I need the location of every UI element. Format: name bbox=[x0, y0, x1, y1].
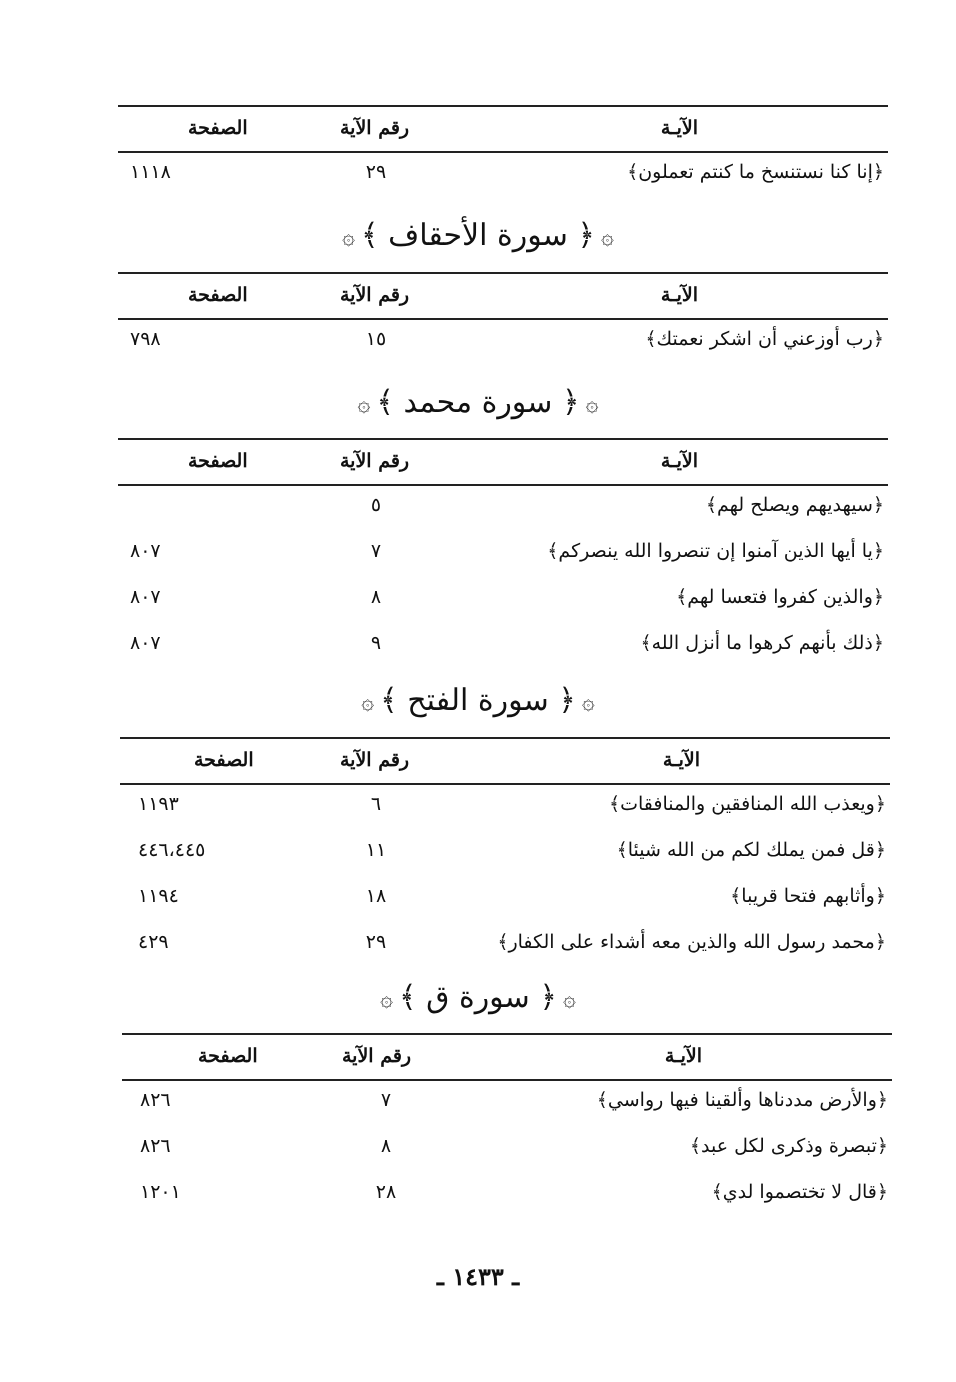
table-row bbox=[120, 785, 890, 831]
table-qaf bbox=[122, 1033, 892, 1219]
surah-title-text: ﴿ سورة محمد ﴾ bbox=[376, 385, 580, 420]
header-verse-number: رقم الآية bbox=[340, 284, 410, 306]
verse-text: ﴿والذين كفروا فتعسا لهم﴾ bbox=[676, 586, 884, 608]
table-row bbox=[122, 1173, 892, 1219]
verse-number: ٧ bbox=[370, 540, 382, 562]
surah-title-text: ﴿ سورة الأحقاف ﴾ bbox=[360, 218, 595, 253]
table-row bbox=[120, 831, 890, 877]
header-verse: الآيـة bbox=[660, 117, 698, 139]
page-number: ٧٩٨ bbox=[130, 328, 161, 350]
verse-text: ﴿يا أيها الذين آمنوا إن تنصروا الله ينصركم﴾ bbox=[547, 540, 884, 562]
ornament-icon: ۞ bbox=[562, 986, 576, 1012]
table-row bbox=[118, 624, 888, 670]
page-number: ٤٤٦،٤٤٥ bbox=[138, 839, 206, 861]
verse-text: ﴿قل فمن يملك لكم من الله شيئا﴾ bbox=[616, 839, 886, 861]
ornament-icon: ۞ bbox=[601, 224, 614, 250]
verse-number: ٢٩ bbox=[365, 931, 387, 953]
verse-number: ١٨ bbox=[365, 885, 387, 907]
table-row bbox=[122, 1127, 892, 1173]
header-page: الصفحة bbox=[188, 284, 248, 306]
table-header bbox=[122, 1033, 892, 1081]
verse-text: ﴿ذلك بأنهم كرهوا ما أنزل الله﴾ bbox=[640, 632, 884, 654]
table-row bbox=[118, 532, 888, 578]
verse-text: ﴿رب أوزعني أن اشكر نعمتك﴾ bbox=[645, 328, 884, 350]
header-verse: الآيـة bbox=[660, 450, 698, 472]
page-number: ١١٩٣ bbox=[138, 793, 179, 815]
table-row bbox=[118, 486, 888, 532]
verse-number: ٢٩ bbox=[365, 161, 387, 183]
table-header bbox=[120, 737, 890, 785]
verse-text: ﴿تبصرة وذكرى لكل عبد﴾ bbox=[689, 1135, 888, 1157]
table-fath bbox=[120, 737, 890, 969]
table-continuation bbox=[118, 105, 888, 199]
surah-title-qaf bbox=[0, 980, 956, 1015]
ornament-icon: ۞ bbox=[380, 986, 394, 1012]
table-ahqaf bbox=[118, 272, 888, 366]
verse-number: ٨ bbox=[370, 586, 382, 608]
verse-text: ﴿إنا كنا نستنسخ ما كنتم تعملون﴾ bbox=[627, 161, 884, 183]
verse-number: ٩ bbox=[370, 632, 382, 654]
table-header bbox=[118, 272, 888, 320]
page-number: ١١١٨ bbox=[130, 161, 171, 183]
header-page: الصفحة bbox=[188, 117, 248, 139]
table-row bbox=[118, 320, 888, 366]
verse-text: ﴿قال لا تختصموا لدي﴾ bbox=[711, 1181, 888, 1203]
surah-title-text: ﴿ سورة ق ﴾ bbox=[399, 980, 557, 1015]
page-number: ٨٢٦ bbox=[140, 1135, 171, 1157]
table-row bbox=[122, 1081, 892, 1127]
verse-number: ٨ bbox=[380, 1135, 392, 1157]
table-header bbox=[118, 105, 888, 153]
header-verse: الآيـة bbox=[662, 749, 700, 771]
verse-text: ﴿محمد رسول الله والذين معه أشداء على الكفار﴾ bbox=[497, 931, 886, 953]
ornament-icon: ۞ bbox=[361, 689, 375, 715]
verse-number: ٦ bbox=[370, 793, 382, 815]
header-verse-number: رقم الآية bbox=[342, 1045, 412, 1067]
ornament-icon: ۞ bbox=[342, 224, 355, 250]
header-verse-number: رقم الآية bbox=[340, 450, 410, 472]
verse-number: ٢٨ bbox=[375, 1181, 397, 1203]
header-verse-number: رقم الآية bbox=[340, 117, 410, 139]
page-number: ٤٢٩ bbox=[138, 931, 169, 953]
verse-number: ٥ bbox=[370, 494, 382, 516]
table-row bbox=[118, 153, 888, 199]
table-row bbox=[118, 578, 888, 624]
page-number: ١١٩٤ bbox=[138, 885, 179, 907]
surah-title-ahqaf bbox=[0, 218, 956, 253]
page-number: ٨٠٧ bbox=[130, 540, 161, 562]
verse-number: ١١ bbox=[365, 839, 387, 861]
ornament-icon: ۞ bbox=[581, 689, 595, 715]
verse-number: ٧ bbox=[380, 1089, 392, 1111]
ornament-icon: ۞ bbox=[585, 391, 599, 417]
page-number-footer: ـ ١٤٣٣ ـ bbox=[436, 1262, 520, 1291]
verse-text: ﴿ويعذب الله المنافقين والمنافقات﴾ bbox=[608, 793, 886, 815]
ornament-icon: ۞ bbox=[357, 391, 371, 417]
page-number: ٨٠٧ bbox=[130, 632, 161, 654]
verse-text: ﴿والأرض مددناها وألقينا فيها رواسي﴾ bbox=[596, 1089, 888, 1111]
page-number: ٨٢٦ bbox=[140, 1089, 171, 1111]
header-verse-number: رقم الآية bbox=[340, 749, 410, 771]
table-muhammad bbox=[118, 438, 888, 670]
table-header bbox=[118, 438, 888, 486]
header-verse: الآيـة bbox=[660, 284, 698, 306]
verse-text: ﴿وأثابهم فتحا قريبا﴾ bbox=[730, 885, 886, 907]
header-page: الصفحة bbox=[194, 749, 254, 771]
page-number: ٨٠٧ bbox=[130, 586, 161, 608]
surah-title-muhammad bbox=[0, 385, 956, 420]
table-row bbox=[120, 923, 890, 969]
table-row bbox=[120, 877, 890, 923]
surah-title-text: ﴿ سورة الفتح ﴾ bbox=[380, 683, 576, 718]
header-page: الصفحة bbox=[198, 1045, 258, 1067]
verse-number: ١٥ bbox=[365, 328, 387, 350]
header-verse: الآيـة bbox=[664, 1045, 702, 1067]
surah-title-fath bbox=[0, 683, 956, 718]
page-number: ١٢٠١ bbox=[140, 1181, 181, 1203]
verse-text: ﴿سيهديهم ويصلح لهم﴾ bbox=[705, 494, 884, 516]
header-page: الصفحة bbox=[188, 450, 248, 472]
